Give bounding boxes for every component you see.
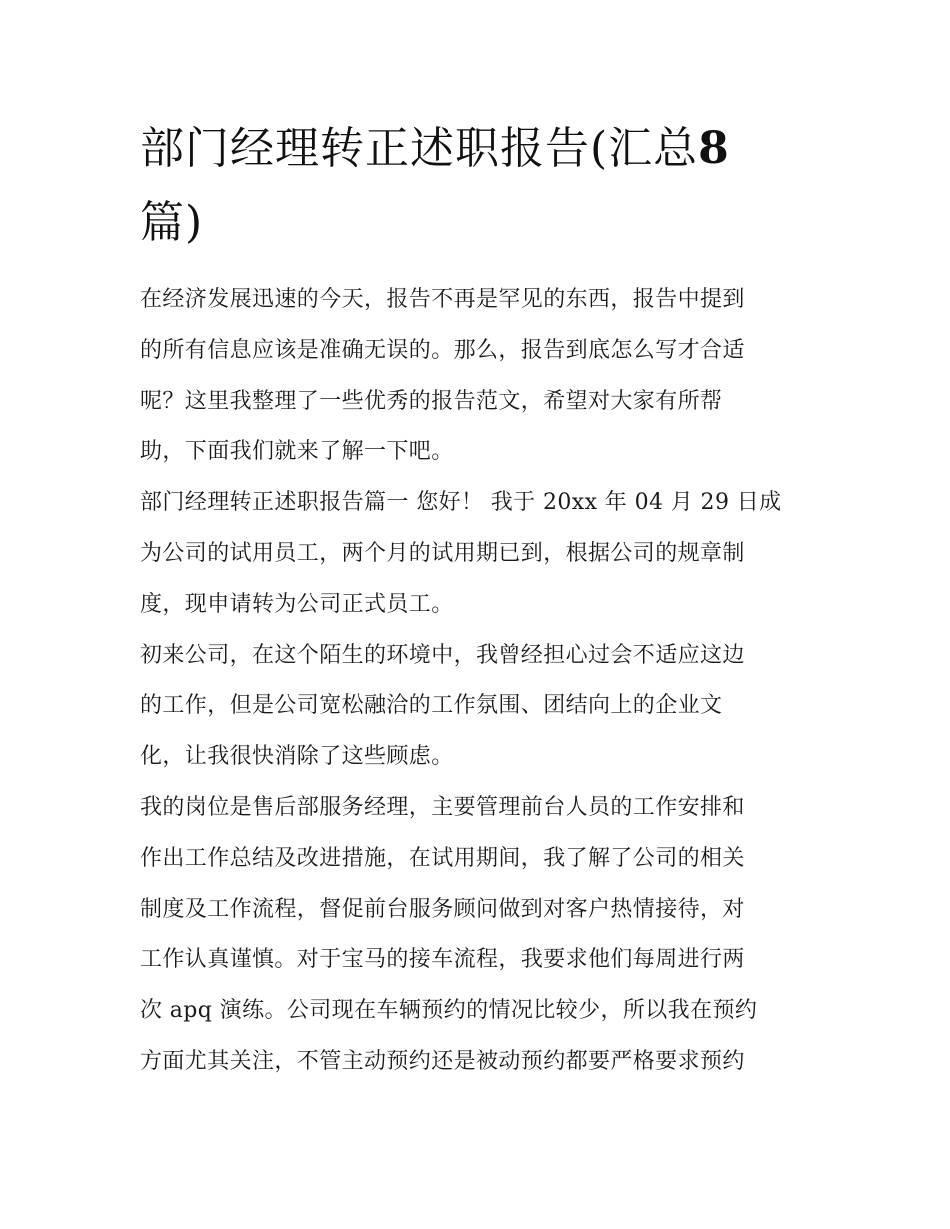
- text-line: 的所有信息应该是准确无误的。那么，报告到底怎么写才合适: [140, 337, 745, 363]
- text-line: 工作认真谨慎。对于宝马的接车流程，我要求他们每周进行两: [140, 947, 745, 973]
- text-line: 方面尤其关注，不管主动预约还是被动预约都要严格要求预约: [140, 1048, 745, 1074]
- title-main: 部门经理转正述职报告(汇总: [140, 123, 699, 174]
- title-number: 8: [698, 123, 730, 174]
- paragraph-intro: [140, 275, 812, 478]
- title-end: 篇): [140, 197, 204, 248]
- text-line: 作出工作总结及改进措施，在试用期间，我了解了公司的相关: [140, 845, 745, 871]
- text-line: 在经济发展迅速的今天，报告不再是罕见的东西，报告中提到: [140, 287, 745, 312]
- text-line: 的工作，但是公司宽松融洽的工作氛围、团结向上的企业文: [140, 693, 723, 719]
- text-line: 我的岗位是售后部服务经理，主要管理前台人员的工作安排和: [140, 794, 745, 820]
- text-line: 部门经理转正述职报告篇一 您好！ 我于 20xx 年 04 月 29 日成: [140, 490, 782, 516]
- paragraph-report-one: [140, 478, 812, 630]
- text-line: 助，下面我们就来了解一下吧。: [140, 439, 454, 465]
- text-line: 呢？这里我整理了一些优秀的报告范文，希望对大家有所帮: [140, 388, 723, 414]
- text-line: 次 apq 演练。公司现在车辆预约的情况比较少，所以我在预约: [140, 998, 758, 1024]
- text-line: 制度及工作流程，督促前台服务顾问做到对客户热情接待，对: [140, 896, 745, 922]
- document-title: [140, 112, 820, 260]
- paragraph-arrival: [140, 631, 812, 783]
- text-line: 初来公司，在这个陌生的环境中，我曾经担心过会不适应这边: [140, 642, 745, 668]
- text-line: 度，现申请转为公司正式员工。: [140, 591, 454, 617]
- document-body: [140, 275, 812, 1088]
- text-line: 化，让我很快消除了这些顾虑。: [140, 744, 454, 770]
- text-line: 为公司的试用员工，两个月的试用期已到，根据公司的规章制: [140, 540, 745, 566]
- paragraph-position: [140, 783, 812, 1088]
